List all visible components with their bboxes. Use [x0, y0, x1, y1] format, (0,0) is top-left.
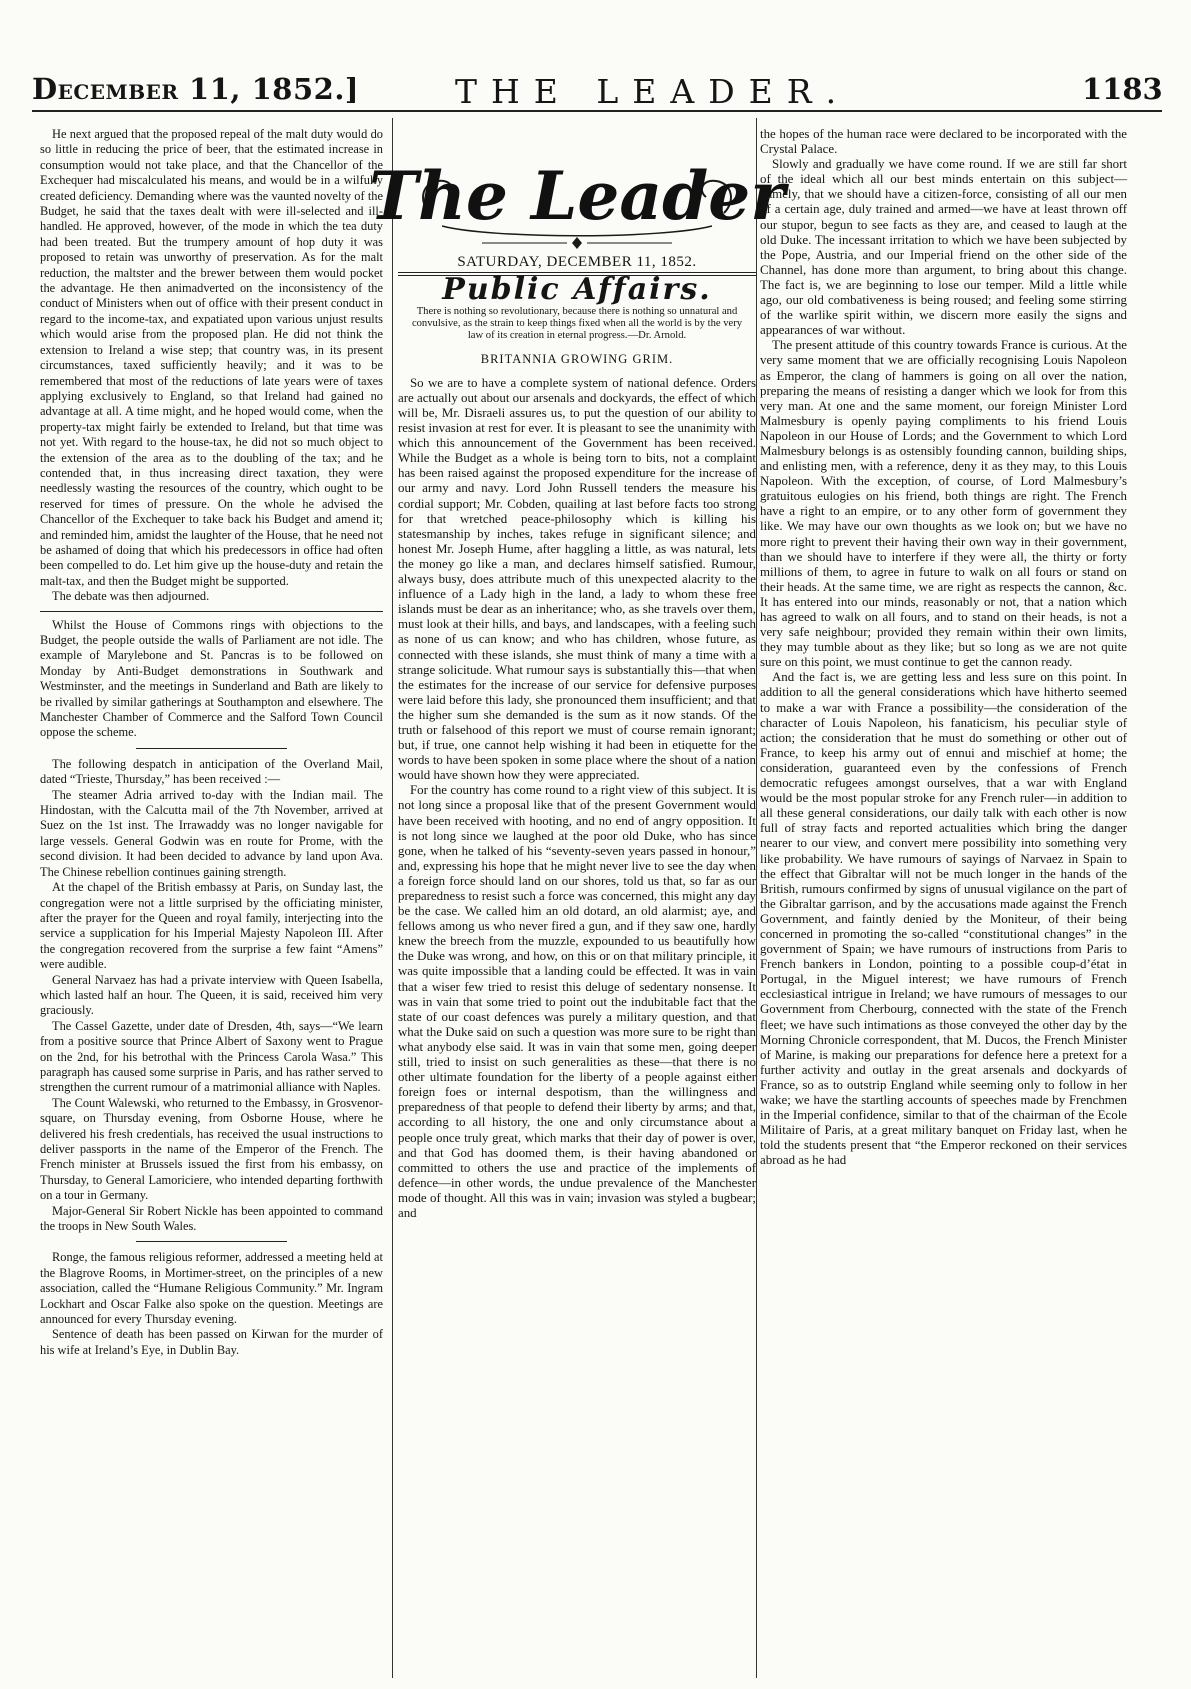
column-3 — [760, 127, 1127, 1677]
article-body — [398, 376, 756, 1221]
paragraph: Sentence of death has been passed on Kirwan for the murder of his wife at Ireland’s Eye, in Dublin Bay. — [40, 1327, 383, 1357]
header-date: December 11, 1852.] — [32, 72, 360, 106]
masthead-dateline: SATURDAY, DECEMBER 11, 1852. — [457, 254, 697, 270]
leader-logo — [368, 131, 786, 249]
paragraph: So we are to have a complete system of national defence. Orders are actually out about our arsenals and dockyards, the effect of which will be, Mr. Disraeli assures us, to put the question of our ability to resist invasion at rest for ever. It is pleasant to see the unanimity with which this announcement of the Government has been received. While the Budget as a whole is being torn to bits, not a complaint has been raised against the proposed expenditure for the increase of our army and navy. Lord John Russell tenders the measure his cordial support; Mr. Cobden, quailing at last before facts too strong for that wretched peace-philosophy which is killing his statesmanship by inches, takes refuge in significant silence; and honest Mr. Joseph Hume, after haggling a little, as was natural, lets the money go like a man, and declares himself satisfied. Rumour, always busy, does attribute much of this unexpected alacrity to the influence of a Lady high in the land, a lady to whom these free islands must be dear as an inheritance; who, as she travels over them, must look at their hills, and bays, and landscapes, with a feeling such as none of us can know; and who has children, whose future, as connected with these islands, she must think of many a time with a strange solicitude. What rumour says is substantially this—that when the estimates for the increase of our service for defensive purposes were laid before this lady, she pronounced them insufficient; and that the higher sum she demanded is the sum as it now stands. Of the truth or falsehood of this report we must of course remain ignorant; but, if true, one cannot help wishing it had been in etiquette for the words to have been spoken in some place where the shout of a nation would have shown how they were appreciated. — [398, 375, 756, 783]
paragraph: General Narvaez has had a private interview with Queen Isabella, which lasted half an hour. The Queen, it is said, received him very graciously. — [40, 972, 383, 1018]
paragraph: The following despatch in anticipation of the Overland Mail, dated “Trieste, Thursday,” has been received :— — [40, 756, 383, 787]
header-rule — [32, 110, 1162, 112]
col1-block-d — [40, 1250, 383, 1358]
column-1 — [40, 127, 383, 1677]
paragraph: And the fact is, we are getting less and less sure on this point. In addition to all the general considerations which have hitherto seemed to make a war with France a possibility—the consideration of the character of Louis Napoleon, his fanaticism, his peculiar style of action; the consideration that he must do something or other out of France, to keep his army out of ennui and mischief at home; the consideration, guaranteed even by the confessions of French democratic refugees amongst ourselves, that a war with England would be the most popular stroke for any French ruler—in addition to all these general considerations, our daily talk with each other is now full of stray facts and reported actualities which bring the danger nearer to our view, and convert mere possibility into something very like probability. We have rumours of sayings of Narvaez in Spain to the effect that Gibraltar will not be much longer in the hands of the British, rumours confirmed by signs of unusual vigilance on the part of the Gibraltar garrison, and by the accusations made against the French Government, and faintly denied by the Moniteur, of their being concerned in promoting the so-called “constitutional changes” in the government of Spain; we have rumours of instructions from Paris to French bankers in London, pointing to a possible coup-d’état in Portugal, in the Miguel interest; we have rumours of French ecclesiastical intrigue in Ireland; we have rumours of messages to our Government from Cherbourg, connected with the state of the French fleet; we have such intimations as those conveyed the other day by the Morning Chronicle correspondent, that M. Ducos, the French Minister of Marine, is making our preparations for defence here a pretext for a further activity and outlay in the great arsenals and dockyards of France, so as to outstrip England while seeming only to follow in her wake; we have the startling accounts of speeches made by Frenchmen in the Imperial confidence, similar to that of the chairman of the Ecole Militaire of Paris, at a great military banquet on Friday last, when he told the students present that “the Emperor reckoned on their services abroad as he had — [760, 670, 1127, 1168]
paragraph: the hopes of the human race were declared to be incorporated with the Crystal Palace. — [760, 127, 1127, 157]
header-title: THE LEADER. — [455, 72, 851, 111]
paragraph: The present attitude of this country towards France is curious. At the very same moment that we are officially recognising Louis Napoleon as Emperor, the clang of hammers is going on all over the nation, preparing the means of resisting a danger which we look for from this very man. At one and the same moment, our foreign Minister Lord Malmesbury is openly paying compliments to his friend Louis Napoleon in our House of Lords; and the Government to which Lord Malmesbury belongs is as ostensibly founding cannon, building ships, and enlisting men, with a reference, deny it as they may, to this Louis Napoleon. With the exception, of course, of Lord Malmesbury’s gratuitous eulogies on his friend, both things are right. The French have a right to an empire, or to any other form of government they like. We may have our own thoughts as we look on; but we have no more right to prevent their having their own way in their government, than we should have to interfere if they were all, the thirty or forty millions of them, to agree in future to walk on all fours or stand on their heads. At the same time, we are right as respects the cannon, &c. It has entered into our minds, reasonably or not, that a nation which has agreed to walk on all fours, and to stand on their heads, is not a very safe neighbour; provided they remain within their own limits, they may tumble about as they like; but so long as we are not quite sure on this point, we must continue to get the cannon ready. — [760, 338, 1127, 670]
paragraph: Slowly and gradually we have come round. If we are still far short of the ideal which all our best minds entertain on this subject—namely, that we should have a citizen-force, consisting of all our men of a certain age, duly trained and armed—we have at least thrown off our stupor, begun to see facts as they are, and ceased to laugh at the old Duke. The incessant irritation to which we have been subjected by the Pope, Austria, and our Imperial friend on the other side of the Channel, has done more than argument, to bring about this change. The fact is, we are beginning to lose our temper. Mild a little while ago, our old combativeness is being roused; and feeling some stirring of the warlike spirit within, we discern more easily the signs and appearances of war without. — [760, 157, 1127, 338]
article-title: BRITANNIA GROWING GRIM. — [480, 352, 674, 367]
paragraph: Whilst the House of Commons rings with objections to the Budget, the people outside the walls of Parliament are not idle. The example of Marylebone and St. Pancras is to be followed on Monday by Anti-Budget demonstrations in Southwark and Westminster, and the meetings in Sunderland and Bath are likely to be rivalled by similar gatherings at Southampton and elsewhere. The Manchester Chamber of Commerce and the Salford Town Council oppose the scheme. — [40, 617, 383, 740]
paragraph: For the country has come round to a right view of this subject. It is not long since a proposal like that of the present Government would have been received with hooting, and no end of angry opposition. It is not long since we laughed at the poor old Duke, who has since gone, when he talked of his “seventy-seven years passed in honour,” and, expressing his hope that he might never live to see the day when a foreign force should land on our shores, told us that, so far as our preparedness to resist such a force was concerned, this might any day be the case. We called him an old dotard, an old alarmist; aye, and fellows among us who never fired a gun, and if they saw one, hardly knew the breech from the muzzle, expounded to us beautifully how the Duke was wrong, and how, on this or on that military principle, it was quite impossible that a landing could be effected. It was in vain that a wiser few tried to resist this deluge of sedentary nonsense. It was in vain that some tried to point out the indubitable fact that the state of our coast defences was purely a military question, and that what the Duke said on such a question was more sure to be right than what anybody else said. It was in vain that some men, going deeper still, tried to insist on such generalities as these—that there is no other ultimate foundation for the liberty of a people against either foreign foes or internal despotism, than the willingness and preparedness of that people to defend their liberty by arms; and that, according to all history, the one and only circumstance about a people once truly great, which marks that their day of power is over, and that God has doomed them, is their having abandoned or committed to others the use and practice of the implements of defence—in other words, the undue prevalence of the Manchester mode of thought. All this was in vain; invasion was styled a bugbear; and — [398, 783, 756, 1220]
divider — [136, 1241, 287, 1242]
divider — [40, 611, 383, 612]
paragraph: Ronge, the famous religious reformer, addressed a meeting held at the Blagrove Rooms, in Mortimer-street, on the principles of a new association, called the “Humane Religious Community.” Mr. Ingram Lockhart and Oscar Falke also spoke on the question. Meetings are announced for every Thursday evening. — [40, 1250, 383, 1327]
paragraph: The steamer Adria arrived to-day with the Indian mail. The Hindostan, with the Calcutta mail of the 7th November, arrived at Suez on the 1st inst. The Irrawaddy was no longer navigable for large vessels. General Godwin was en route for Prome, with the second division. It had been decided to advance by land upon Ava. The Chinese rebellion continues gaining strength. — [40, 787, 383, 879]
paragraph: At the chapel of the British embassy at Paris, on Sunday last, the congregation were not a little surprised by the officiating minister, after the prayer for the Queen and royal family, interjecting into the service a supplication for his Imperial Majesty Napoleon III. After the congregation recovered from the surprise a few faint “Amens” were audible. — [40, 880, 383, 972]
column-2 — [368, 127, 786, 1677]
masthead — [368, 131, 786, 342]
logo-text: The Leader — [368, 157, 786, 235]
paragraph: The Cassel Gazette, under date of Dresden, 4th, says—“We learn from a positive source that Prince Albert of Saxony went to Prague on the 2nd, for his betrothal with the Princess Carola Wasa.” This paragraph has caused some surprise in Paris, and has rather served to strengthen the current rumour of a matrimonial alliance with Naples. — [40, 1018, 383, 1095]
paragraph: Major-General Sir Robert Nickle has been appointed to command the troops in New South Wales. — [40, 1203, 383, 1234]
header-page-number: 1183 — [1082, 72, 1163, 106]
divider — [136, 748, 287, 749]
section-title: Public Affairs. — [442, 272, 712, 308]
paragraph: The Count Walewski, who returned to the Embassy, in Grosvenor-square, on Thursday evening, from Osborne House, where he delivered his fresh credentials, has received the usual instructions to deliver passports in the name of the Emperor of the French. The French minister at Brussels issued the first from his embassy, on Thursday, to General Lamoriciere, who intended departing forthwith on a tour in Germany. — [40, 1095, 383, 1203]
col1-block-a — [40, 127, 383, 605]
col1-block-c — [40, 757, 383, 1235]
column-divider-2 — [756, 118, 757, 1678]
paragraph: The debate was then adjourned. — [52, 589, 210, 604]
epigraph: There is nothing so revolutionary, because there is nothing so unnatural and convulsive, as the strain to keep things fixed when all the world is by the very law of its creation in eternal progress.—Dr. Arnold. — [411, 305, 743, 342]
col1-block-b — [40, 618, 383, 741]
column-divider-1 — [392, 118, 393, 1678]
paragraph: He next argued that the proposed repeal of the malt duty would do so little in reducing the price of beer, that the estimated increase in consumption would not take place, and that the Chancellor of the Exchequer had miscalculated his means, and would be in a wilfully created deficiency. Demanding where was the vaunted novelty of the Budget, he said that the taxes dealt with were ill-selected and ill-handled. He approved, however, of the mode in which the tea duty had been treated. But the trumpery amount of hop duty it was proposed to retain was unworthy of preservation. As for the malt reduction, the maltster and the brewer between them would pocket the advantage. He then animadverted on the inconsistency of the conduct of Ministers when out of office with their present conduct in regard to the income-tax, and expatiated upon various unjust results which would arise from the proposed plan. He did not think the extension to Ireland a wise step; that country was, in its present circumstances, taxed sufficiently heavily; and it was to be remembered that most of the reductions of late years were of taxes applying exclusively to England, so that Ireland had gained no advantage at all. A time might, and he hoped would come, when the property-tax might fairly be extended to Ireland, but that time was not yet. With regard to the house-tax, he did not so much object to the extension of the area as to the doubling of the tax; and he contended that, in thus increasing direct taxation, they were needlessly wasting the resources of the country, which ought to be reserved for times of pressure. On the whole he advised the Chancellor of the Exchequer to take back his Budget and amend it; and reminded him, amidst the laughter of the House, that he need not be ashamed of doing that which his predecessors in office had often been compelled to do. Let him give up the house-duty and retain the malt-tax, and then the Budget might be supported. — [40, 127, 383, 588]
article-body-continued — [760, 127, 1127, 1168]
